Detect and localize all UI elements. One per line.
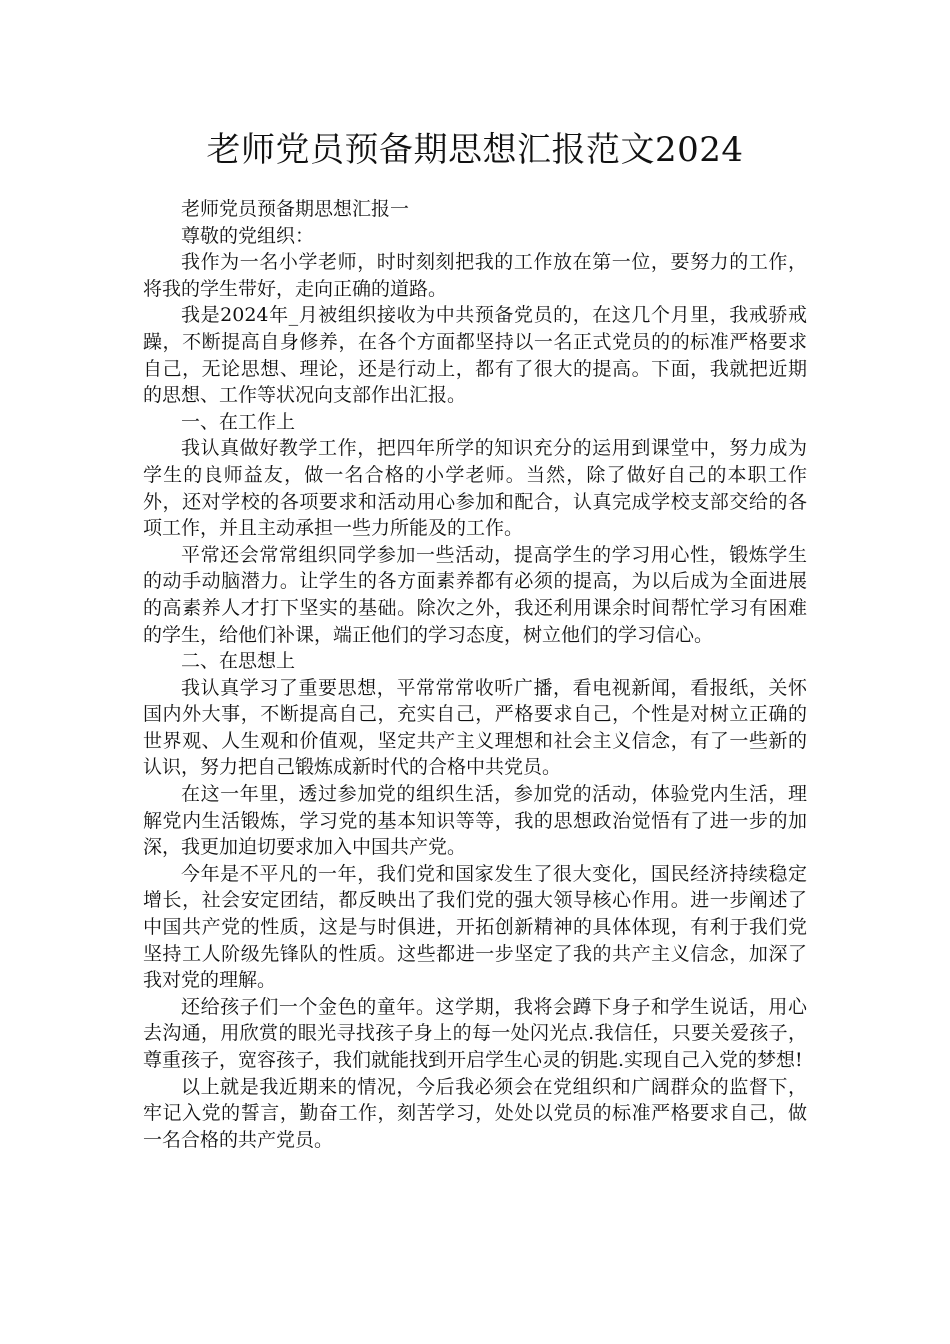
body-paragraph: 还给孩子们一个金色的童年。这学期，我将会蹲下身子和学生说话，用心去沟通，用欣赏的眼光寻找孩子身上的每一处闪光点.我信任，只要关爱孩子，尊重孩子，宽容孩子，我们就能找到开启学生心灵的钥匙.实现自己入党的梦想! xyxy=(143,995,807,1071)
salutation-paragraph: 尊敬的党组织： xyxy=(181,224,315,247)
body-paragraph: 我是2024年_月被组织接收为中共预备党员的，在这几个月里，我戒骄戒躁，不断提高自身修养，在各个方面都坚持以一名正式党员的的标准严格要求自己，无论思想、理论，还是行动上，都有了很大的提高。下面，我就把近期的思想、工作等状况向支部作出汇报。 xyxy=(143,304,807,407)
document-title: 老师党员预备期思想汇报范文2024 xyxy=(206,130,744,170)
closing-paragraph: 以上就是我近期来的情况，今后我必须会在党组织和广阔群众的监督下，牢记入党的誓言，勤奋工作，刻苦学习，处处以党员的标准严格要求自己，做一名合格的共产党员。 xyxy=(143,1075,807,1151)
section-heading-thought: 二、在思想上 xyxy=(181,650,296,673)
body-paragraph: 今年是不平凡的一年，我们党和国家发生了很大变化，国民经济持续稳定增长，社会安定团结，都反映出了我们党的强大领导核心作用。进一步阐述了中国共产党的性质，这是与时俱进，开拓创新精神的具体体现，有利于我们党坚持工人阶级先锋队的性质。这些都进一步坚定了我的共产主义信念，加深了我对党的理解。 xyxy=(143,862,807,992)
body-paragraph: 我作为一名小学老师，时时刻刻把我的工作放在第一位，要努力的工作，将我的学生带好，走向正确的道路。 xyxy=(143,251,807,300)
subtitle-paragraph: 老师党员预备期思想汇报一 xyxy=(181,198,410,220)
section-heading-work: 一、在工作上 xyxy=(181,410,296,433)
body-paragraph: 在这一年里，透过参加党的组织生活，参加党的活动，体验党内生活，理解党内生活锻炼，学习党的基本知识等等，我的思想政治觉悟有了进一步的加深，我更加迫切要求加入中国共产党。 xyxy=(143,783,807,859)
document-body xyxy=(143,196,807,1153)
body-paragraph: 我认真做好教学工作，把四年所学的知识充分的运用到课堂中，努力成为学生的良师益友，做一名合格的小学老师。当然，除了做好自己的本职工作外，还对学校的各项要求和活动用心参加和配合，认真完成学校支部交给的各项工作，并且主动承担一些力所能及的工作。 xyxy=(143,437,807,540)
body-paragraph: 我认真学习了重要思想，平常常常收听广播，看电视新闻，看报纸，关怀国内外大事，不断提高自己，充实自己，严格要求自己，个性是对树立正确的世界观、人生观和价值观，坚定共产主义理想和社会主义信念，有了一些新的认识，努力把自己锻炼成新时代的合格中共党员。 xyxy=(143,676,807,779)
body-paragraph: 平常还会常常组织同学参加一些活动，提高学生的学习用心性，锻炼学生的动手动脑潜力。让学生的各方面素养都有必须的提高，为以后成为全面进展的高素养人才打下坚实的基础。除次之外，我还利用课余时间帮忙学习有困难的学生，给他们补课，端正他们的学习态度，树立他们的学习信心。 xyxy=(143,543,807,646)
